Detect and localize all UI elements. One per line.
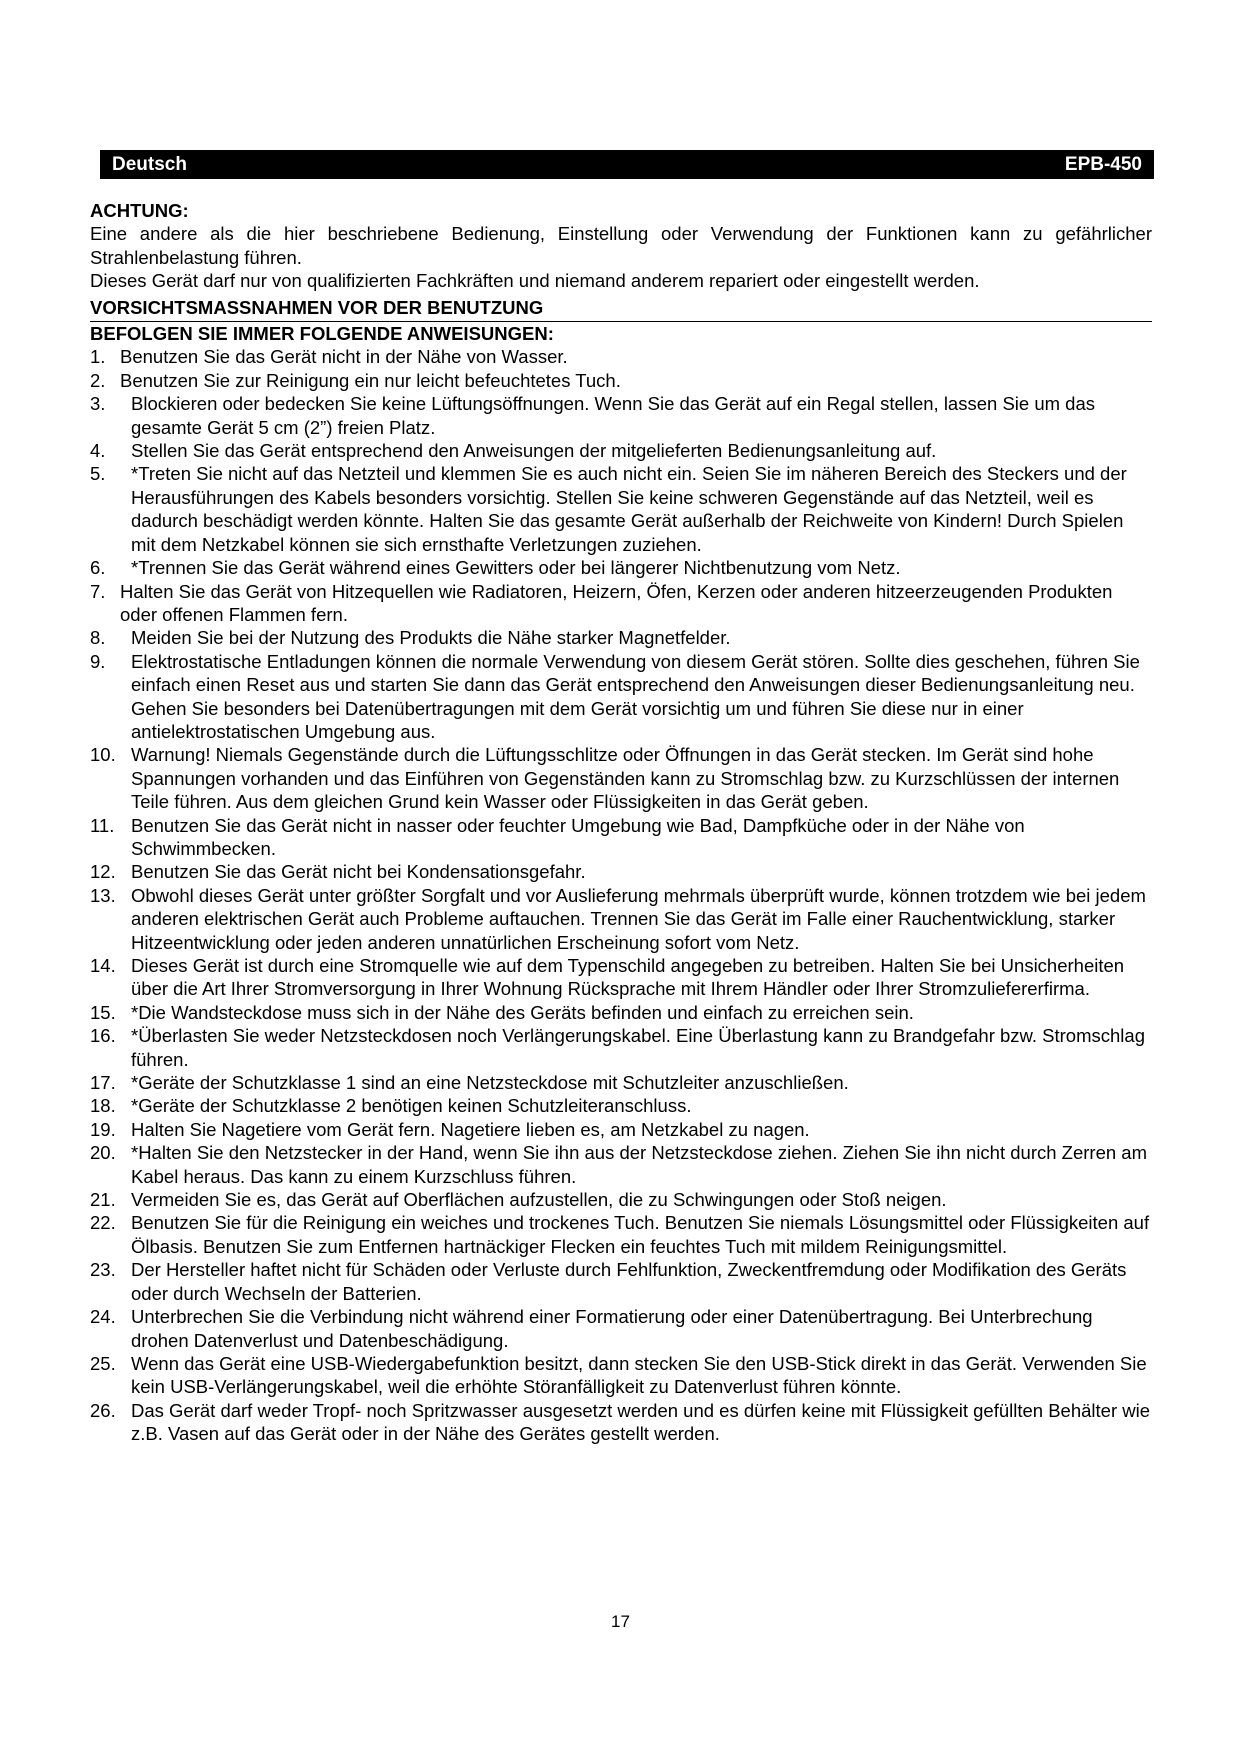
precautions-subtitle: BEFOLGEN SIE IMMER FOLGENDE ANWEISUNGEN: [90, 321, 1152, 345]
list-item-text: Benutzen Sie das Gerät nicht bei Kondensationsgefahr. [131, 861, 586, 883]
language-label: Deutsch [112, 153, 187, 175]
list-item-text: Das Gerät darf weder Tropf- noch Spritzwasser ausgesetzt werden und es dürfen keine mit Flüssigkeit gefüllten Behälter wie z.B. Vasen auf das Gerät oder in der Nähe des Gerätes gestellt werden. [131, 1399, 1151, 1445]
list-item-text: *Halten Sie den Netzstecker in der Hand, wenn Sie ihn aus der Netzsteckdose ziehen. Ziehen Sie ihn nicht durch Zerren am Kabel heraus. Das kann zu einem Kurzschluss führen. [131, 1142, 1147, 1187]
list-item-text: Obwohl dieses Gerät unter größter Sorgfalt und vor Auslieferung mehrmals überprüft wurde, können trotzdem wie bei jedem anderen elektrischen Gerät auch Probleme auftauchen. Trennen Sie das Gerät im Falle einer Rauchentwicklung, starker Hitzeentwicklung oder jeden anderen unnatürlichen Erscheinung sofort vom Netz. [131, 884, 1146, 953]
list-item-text: Stellen Sie das Gerät entsprechend den Anweisungen der mitgelieferten Bedienungsanleitung auf. [131, 440, 937, 462]
list-item [90, 1211, 1152, 1258]
list-item [90, 1141, 1152, 1188]
model-label: EPB-450 [1064, 153, 1142, 175]
list-item-number: 5. [90, 463, 106, 485]
header-bar [100, 150, 1154, 179]
list-item-text: *Überlasten Sie weder Netzsteckdosen noch Verlängerungskabel. Eine Überlastung kann zu Brandgefahr bzw. Stromschlag führen. [131, 1025, 1145, 1070]
list-item-number: 6. [90, 557, 106, 579]
precautions-title: VORSICHTSMASSNAHMEN VOR DER BENUTZUNG [90, 296, 544, 318]
list-item-number: 14. [90, 955, 116, 976]
list-item [90, 1352, 1152, 1399]
list-item-number: 26. [90, 1399, 116, 1421]
list-item [90, 814, 1152, 861]
precautions-section [90, 296, 1152, 1446]
list-item-number: 12. [90, 861, 116, 883]
list-item-text: Elektrostatische Entladungen können die normale Verwendung von diesem Gerät stören. Sollte dies geschehen, führen Sie einfach einen Reset aus und starten Sie dann das Gerät entsprechend den Anweisungen dieser Bedienungsanleitung neu. Gehen Sie besonders bei Datenübertragungen mit dem Gerät vorsichtig um und führen Sie diese nur in einer antielektrostatischen Umgebung aus. [131, 650, 1140, 742]
list-item-text: *Treten Sie nicht auf das Netzteil und klemmen Sie es auch nicht ein. Seien Sie im näheren Bereich des Steckers und der Herausführungen des Kabels besonders vorsichtig. Stellen Sie keine schweren Gegenstände auf das Netzteil, weil es dadurch beschädigt werden könnte. Halten Sie das gesamte Gerät außerhalb der Reichweite von Kindern! Durch Spielen mit dem Netzkabel können sie sich ernsthafte Verletzungen zuziehen. [131, 463, 1127, 555]
list-item-number: 7. [90, 580, 106, 602]
list-item-text: Benutzen Sie für die Reinigung ein weiches und trockenes Tuch. Benutzen Sie niemals Lösungsmittel oder Flüssigkeiten auf Ölbasis. Benutzen Sie zum Entfernen hartnäckiger Flecken ein feuchtes Tuch mit mildem Reinigungsmittel. [131, 1212, 1150, 1257]
list-item-text: Unterbrechen Sie die Verbindung nicht während einer Formatierung oder einer Datenübertragung. Bei Unterbrechung drohen Datenverlust und Datenbeschädigung. [131, 1306, 1093, 1351]
list-item-text: Benutzen Sie das Gerät nicht in der Nähe von Wasser. [120, 346, 568, 368]
list-item [90, 439, 1152, 462]
list-item-text: *Geräte der Schutzklasse 1 sind an eine Netzsteckdose mit Schutzleiter anzuschließen. [131, 1072, 849, 1094]
list-item [90, 1001, 1152, 1024]
list-item [90, 884, 1152, 954]
list-item [90, 954, 1152, 1001]
list-item-number: 17. [90, 1072, 116, 1094]
list-item-number: 22. [90, 1212, 116, 1234]
manual-page [90, 150, 1152, 1446]
list-item-text: Benutzen Sie das Gerät nicht in nasser oder feuchter Umgebung wie Bad, Dampfküche oder in der Nähe von Schwimmbecken. [131, 814, 1025, 859]
list-item [90, 369, 1152, 392]
warning-section [90, 199, 1152, 293]
list-item-number: 21. [90, 1189, 116, 1211]
list-item-number: 25. [90, 1352, 116, 1374]
list-item [90, 392, 1152, 439]
list-item-number: 2. [90, 369, 106, 391]
list-item-number: 3. [90, 393, 106, 415]
list-item-text: Vermeiden Sie es, das Gerät auf Oberflächen aufzustellen, die zu Schwingungen oder Stoß neigen. [131, 1189, 947, 1211]
list-item-number: 13. [90, 884, 116, 906]
list-item [90, 1024, 1152, 1071]
list-item [90, 580, 1152, 627]
warning-text-2: Dieses Gerät darf nur von qualifizierten Fachkräften und niemand anderem repariert oder eingestellt werden. [90, 270, 980, 292]
list-item-text: Halten Sie das Gerät von Hitzequellen wie Radiatoren, Heizern, Öfen, Kerzen oder anderen hitzeerzeugenden Produkten oder offenen Flammen fern. [120, 580, 1113, 625]
list-item-number: 19. [90, 1118, 116, 1140]
list-item [90, 1118, 1152, 1141]
list-item-text: Der Hersteller haftet nicht für Schäden oder Verluste durch Fehlfunktion, Zweckentfremdung oder Modifikation des Geräts oder durch Wechseln der Batterien. [131, 1259, 1127, 1304]
list-item-text: Wenn das Gerät eine USB-Wiedergabefunktion besitzt, dann stecken Sie den USB-Stick direkt in das Gerät. Verwenden Sie kein USB-Verlängerungskabel, weil die erhöhte Störanfälligkeit zu Datenverlust führen könnte. [131, 1352, 1147, 1398]
list-item [90, 345, 1152, 368]
list-item-number: 10. [90, 744, 116, 766]
list-item-text: *Trennen Sie das Gerät während eines Gewitters oder bei längerer Nichtbenutzung vom Netz. [131, 557, 901, 579]
precautions-list [90, 345, 1152, 1445]
page-number: 17 [611, 1612, 630, 1631]
list-item-text: *Die Wandsteckdose muss sich in der Nähe des Geräts befinden und einfach zu erreichen sein. [131, 1001, 914, 1023]
list-item [90, 650, 1152, 744]
list-item-text: Halten Sie Nagetiere vom Gerät fern. Nagetiere lieben es, am Netzkabel zu nagen. [131, 1118, 810, 1140]
list-item-number: 23. [90, 1259, 116, 1281]
list-item [90, 1258, 1152, 1305]
list-item [90, 860, 1152, 883]
list-item [90, 743, 1152, 813]
list-item-text: Blockieren oder bedecken Sie keine Lüftungsöffnungen. Wenn Sie das Gerät auf ein Regal stellen, lassen Sie um das gesamte Gerät 5 cm (2”) freien Platz. [131, 393, 1095, 438]
list-item-number: 18. [90, 1095, 116, 1117]
list-item [90, 1399, 1152, 1446]
list-item-text: Benutzen Sie zur Reinigung ein nur leicht befeuchtetes Tuch. [120, 369, 621, 391]
warning-text-1: Eine andere als die hier beschriebene Bedienung, Einstellung oder Verwendung der Funktionen kann zu gefährlicher Strahlenbelastung führen. [90, 223, 1152, 268]
list-item-number: 4. [90, 440, 106, 462]
list-item [90, 462, 1152, 556]
list-item-number: 1. [90, 346, 106, 368]
list-item-text: Meiden Sie bei der Nutzung des Produkts die Nähe starker Magnetfelder. [131, 627, 731, 649]
list-item [90, 1094, 1152, 1117]
list-item-number: 11. [90, 814, 115, 836]
list-item-number: 15. [90, 1001, 116, 1023]
list-item-number: 24. [90, 1306, 116, 1328]
list-item [90, 626, 1152, 649]
warning-title: ACHTUNG: [90, 200, 189, 221]
list-item [90, 556, 1152, 579]
list-item [90, 1305, 1152, 1352]
list-item-number: 8. [90, 627, 106, 649]
list-item-text: *Geräte der Schutzklasse 2 benötigen keinen Schutzleiteranschluss. [131, 1095, 692, 1117]
list-item-number: 9. [90, 650, 106, 672]
list-item-number: 16. [90, 1025, 116, 1047]
list-item [90, 1188, 1152, 1211]
list-item-text: Dieses Gerät ist durch eine Stromquelle wie auf dem Typenschild angegeben zu betreiben. Halten Sie bei Unsicherheiten über die Art Ihrer Stromversorgung in Ihrer Wohnung Rücksprache mit Ihrem Händler oder Ihrer Stromzuliefererfirma. [131, 955, 1125, 1000]
list-item-number: 20. [90, 1142, 116, 1164]
list-item [90, 1071, 1152, 1094]
list-item-text: Warnung! Niemals Gegenstände durch die Lüftungsschlitze oder Öffnungen in das Gerät stecken. Im Gerät sind hohe Spannungen vorhanden und das Einführen von Gegenständen kann zu Stromschlag bzw. zu Kurzschlüssen der internen Teile führen. Aus dem gleichen Grund kein Wasser oder Flüssigkeiten in das Gerät geben. [131, 744, 1120, 813]
